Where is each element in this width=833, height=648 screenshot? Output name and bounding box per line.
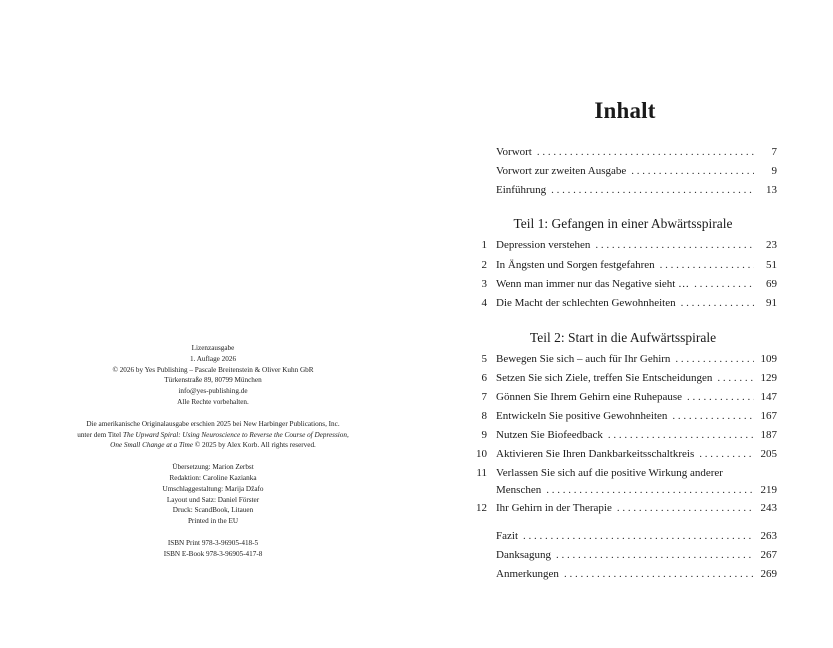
toc-entry-page: 7 [771,146,777,158]
leader-dots [537,146,754,158]
toc-entry-label: Anmerkungen [496,568,559,580]
imprint-line [62,430,364,441]
toc-entry-page: 13 [766,184,777,196]
toc-entry-page: 69 [766,278,777,290]
leader-dots [675,353,754,365]
toc-entry-label: Vorwort [496,146,532,158]
imprint-line: Umschlaggestaltung: Marija Džafo [162,484,264,493]
toc-entry-page: 269 [760,568,777,580]
toc-entry [463,549,777,566]
isbn-print: ISBN Print 978-3-96905-418-5 [167,538,259,547]
toc-entry [463,530,777,547]
leader-dots [523,530,754,542]
leader-dots [660,259,754,271]
toc-entry-page: 167 [760,410,777,422]
leader-dots [681,297,754,309]
original-title: The Upward Spiral: Using Neuroscience to Reverse the Course of Depression, [122,430,349,439]
imprint-line: Alle Rechte vorbehalten. [177,397,249,406]
toc-entry-page: 51 [766,259,777,271]
imprint-line: Die amerikanische Originalausgabe erschien 2025 bei New Harbinger Publications, Inc. [86,419,340,428]
leader-dots [595,239,754,251]
toc-entry-page: 263 [760,530,777,542]
imprint-line: Übersetzung: Marion Zerbst [172,463,254,472]
imprint-line: Layout und Satz: Daniel Förster [166,495,260,504]
toc-entry-page: 147 [760,391,777,403]
toc-entry-page: 219 [760,484,777,496]
part-heading: Teil 2: Start in die Aufwärtsspirale [529,330,717,345]
imprint-line: info@yes-publishing.de [178,387,248,396]
toc-entry-page: 205 [760,448,777,460]
chapter-number: 2 [481,259,487,271]
leader-dots [608,429,754,441]
toc-entry-label: Setzen Sie sich Ziele, treffen Sie Entscheidungen [496,372,713,384]
toc-entry-label: Depression verstehen [496,239,591,251]
imprint-text: © 2025 by Alex Korb. All rights reserved. [193,441,316,450]
original-subtitle: One Small Change at a Time [110,441,193,450]
toc-entry-page: 109 [760,353,777,365]
toc-entry-page: 9 [771,165,777,177]
toc-entry [463,467,777,484]
toc-entry [463,391,777,408]
toc-entry-page: 129 [760,372,777,384]
toc-entry-page: 23 [766,239,777,251]
leader-dots [564,568,754,580]
toc-entry [463,297,777,314]
imprint-line: Printed in the EU [187,517,239,526]
chapter-number: 4 [481,297,487,309]
chapter-number: 9 [481,429,487,441]
toc-entry [463,259,777,276]
leader-dots [546,484,754,496]
chapter-number: 10 [476,448,487,460]
chapter-number: 5 [481,353,487,365]
imprint-line [62,440,364,451]
toc-entry [463,502,777,519]
toc-entry-label: Ihr Gehirn in der Therapie [496,502,612,514]
toc-entry-label: Entwickeln Sie positive Gewohnheiten [496,410,668,422]
imprint-line: © 2026 by Yes Publishing – Pascale Breitenstein & Oliver Kuhn GbR [112,365,314,374]
toc-entry-label: Nutzen Sie Biofeedback [496,429,603,441]
toc-entry [463,165,777,182]
toc-entry-label: Wenn man immer nur das Negative sieht … [496,278,690,290]
toc-entry [463,278,777,295]
chapter-number: 8 [481,410,487,422]
imprint [62,343,364,560]
leader-dots [556,549,754,561]
leader-dots [631,165,754,177]
leader-dots [717,372,754,384]
imprint-line: Redaktion: Caroline Kazianka [169,473,257,482]
toc-entry-label: Gönnen Sie Ihrem Gehirn eine Ruhepause [496,391,683,403]
leader-dots [699,448,754,460]
imprint-line: Lizenzausgabe [191,344,235,352]
leader-dots [694,278,754,290]
chapter-number: 11 [476,467,487,479]
toc-entry-label: Verlassen Sie sich auf die positive Wirkung anderer [496,467,723,479]
toc-entry [463,372,777,389]
toc-entry [463,568,777,585]
part-heading: Teil 1: Gefangen in einer Abwärtsspirale [513,216,733,231]
toc-entry [463,429,777,446]
toc-entry-label: In Ängsten und Sorgen festgefahren [496,259,655,271]
chapter-number: 3 [481,278,487,290]
chapter-number: 12 [476,502,487,514]
chapter-number: 6 [481,372,487,384]
toc-entry [463,239,777,256]
leader-dots [617,502,754,514]
leader-dots [551,184,754,196]
chapter-number: 7 [481,391,487,403]
toc-entry-label: Menschen [496,484,542,496]
imprint-text: unter dem Titel [77,430,123,439]
toc-entry [463,410,777,427]
toc-entry [463,448,777,465]
imprint-line: Türkenstraße 89, 80799 München [164,376,262,385]
leader-dots [687,391,754,403]
chapter-number: 1 [481,239,487,251]
imprint-line: 1. Auflage 2026 [189,354,237,363]
toc-entry-page: 91 [766,297,777,309]
toc-entry-continued [463,484,777,501]
toc-entry-label: Einführung [496,184,547,196]
toc-entry-label: Danksagung [496,549,551,561]
toc-entry-label: Bewegen Sie sich – auch für Ihr Gehirn [496,353,671,365]
toc-entry-page: 243 [760,502,777,514]
toc-title: Inhalt [594,98,656,123]
right-page [417,0,833,648]
toc-entry-page: 187 [760,429,777,441]
toc-entry-page: 267 [760,549,777,561]
toc-entry [463,184,777,201]
imprint-line: Druck: ScandBook, Litauen [172,506,254,515]
toc-entry-label: Die Macht der schlechten Gewohnheiten [496,297,676,309]
toc-entry [463,146,777,163]
toc-entry [463,353,777,370]
toc-entry-label: Vorwort zur zweiten Ausgabe [496,165,627,177]
leader-dots [672,410,754,422]
toc-entry-label: Aktivieren Sie Ihren Dankbarkeitsschaltkreis [496,448,695,460]
isbn-ebook: ISBN E-Book 978-3-96905-417-8 [163,549,263,558]
toc-entry-label: Fazit [496,530,518,542]
